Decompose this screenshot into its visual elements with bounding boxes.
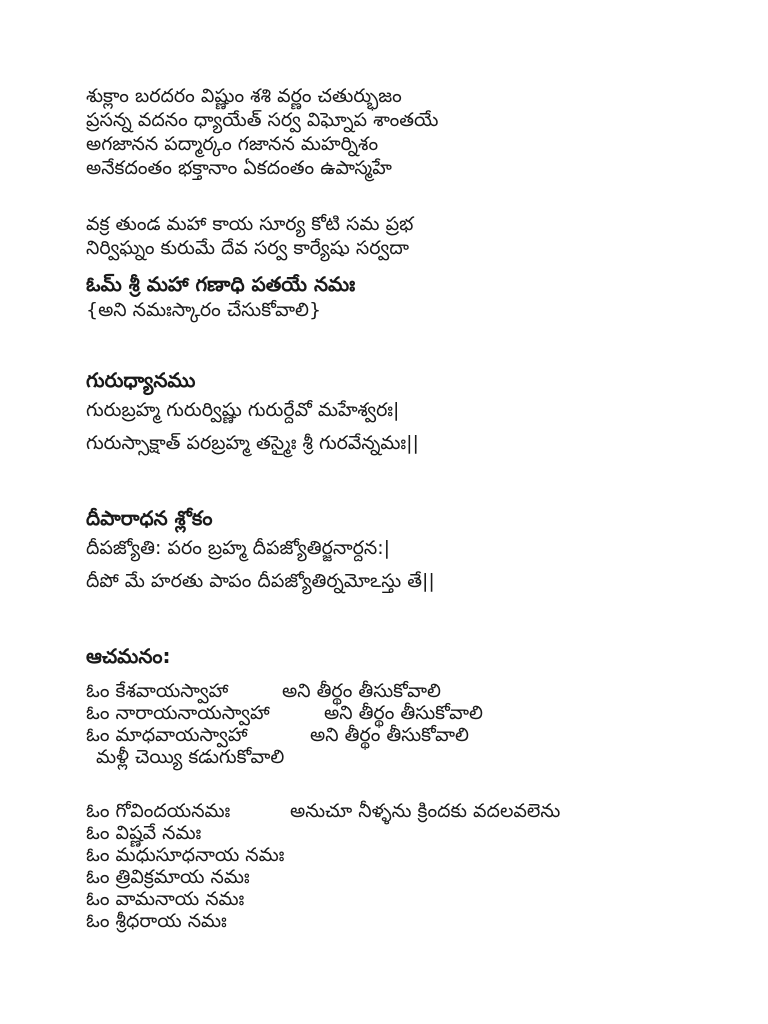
verse-line: గురుబ్రహ్మ గురుర్విష్ణు గురుర్దేవో మహేశ్వరః| (86, 399, 400, 421)
wash-note: మళ్లీ చెయ్యి కడుగుకోవాలి (96, 746, 285, 768)
section-heading: ఆచమనం: (86, 644, 171, 668)
verse-line: శుక్లాం బరదరం విష్ణుం శశి వర్ణం చతుర్భుజం (86, 85, 402, 107)
om-heading: ఓమ్ శ్రీ మహా గణాధి పతయే నమః (86, 272, 356, 296)
shloka-ganesha (86, 84, 746, 180)
name-row: ఓం విష్ణవే నమః (86, 822, 202, 844)
verse-line: ప్రసన్న వదనం ధ్యాయేత్ సర్వ విఘ్నోప శాంతయే (86, 109, 439, 131)
name-row (86, 800, 746, 822)
verse-line: గురుస్సాక్షాత్ పరబ్రహ్మ తస్మైః శ్రీ గురవేన్నమః|| (86, 432, 419, 454)
instruction-text: అనుచూ నీళ్ళను క్రిందకు వదలవలెను (290, 800, 561, 822)
section-guru-dhyanam (86, 366, 746, 460)
section-achamanam (86, 642, 746, 768)
om-note: {అని నమఃస్కారం చేసుకోవాలి} (86, 299, 322, 321)
section-heading: దీపారాధన శ్లోకం (86, 506, 213, 530)
verse-line: దీపజ్యోతి: పరం బ్రహ్మ దీపజ్యోతిర్జనార్దన:| (86, 537, 391, 559)
document-page (86, 84, 746, 932)
section-names (86, 800, 746, 932)
instruction-text: అని తీర్థం తీసుకోవాలి (310, 724, 469, 746)
name-row: ఓం శ్రీధరాయ నమః (86, 910, 227, 932)
verse-line: నిర్విఘ్నం కురుమే దేవ సర్వ కార్యేషు సర్వదా (86, 237, 409, 259)
instruction-text: అని తీర్థం తీసుకోవాలి (282, 680, 441, 702)
name-row: ఓం వామనాయ నమః (86, 888, 245, 910)
achamanam-row (86, 680, 746, 702)
verse-line: అనేకదంతం భక్తానాం ఏకదంతం ఉపాస్మహే (86, 157, 392, 179)
achamanam-row (86, 724, 746, 746)
mantra-text: ఓం మాధవాయస్వాహా (86, 724, 248, 746)
name-row: ఓం త్రివిక్రమాయ నమః (86, 866, 250, 888)
mantra-text: ఓం గోవిందయనమః (86, 800, 231, 822)
verse-line: అగజానన పద్మార్కం గజానన మహర్నిశం (86, 133, 379, 155)
mantra-text: ఓం నారాయనాయస్వాహా (86, 702, 270, 724)
verse-line: దీపో మే హరతు పాపం దీపజ్యోతిర్నమోఽస్తు తే|| (86, 570, 435, 592)
section-deepa-aradhana (86, 504, 746, 598)
shloka-vakratunda (86, 212, 746, 260)
instruction-text: అని తీర్థం తీసుకోవాలి (324, 702, 483, 724)
mantra-text: ఓం కేశవాయస్వాహా (86, 680, 229, 702)
verse-line: వక్ర తుండ మహా కాయ సూర్య కోటి సమ ప్రభ (86, 213, 414, 235)
achamanam-row (86, 702, 746, 724)
section-heading: గురుధ్యానము (86, 368, 196, 392)
name-row: ఓం మధుసూధనాయ నమః (86, 844, 285, 866)
